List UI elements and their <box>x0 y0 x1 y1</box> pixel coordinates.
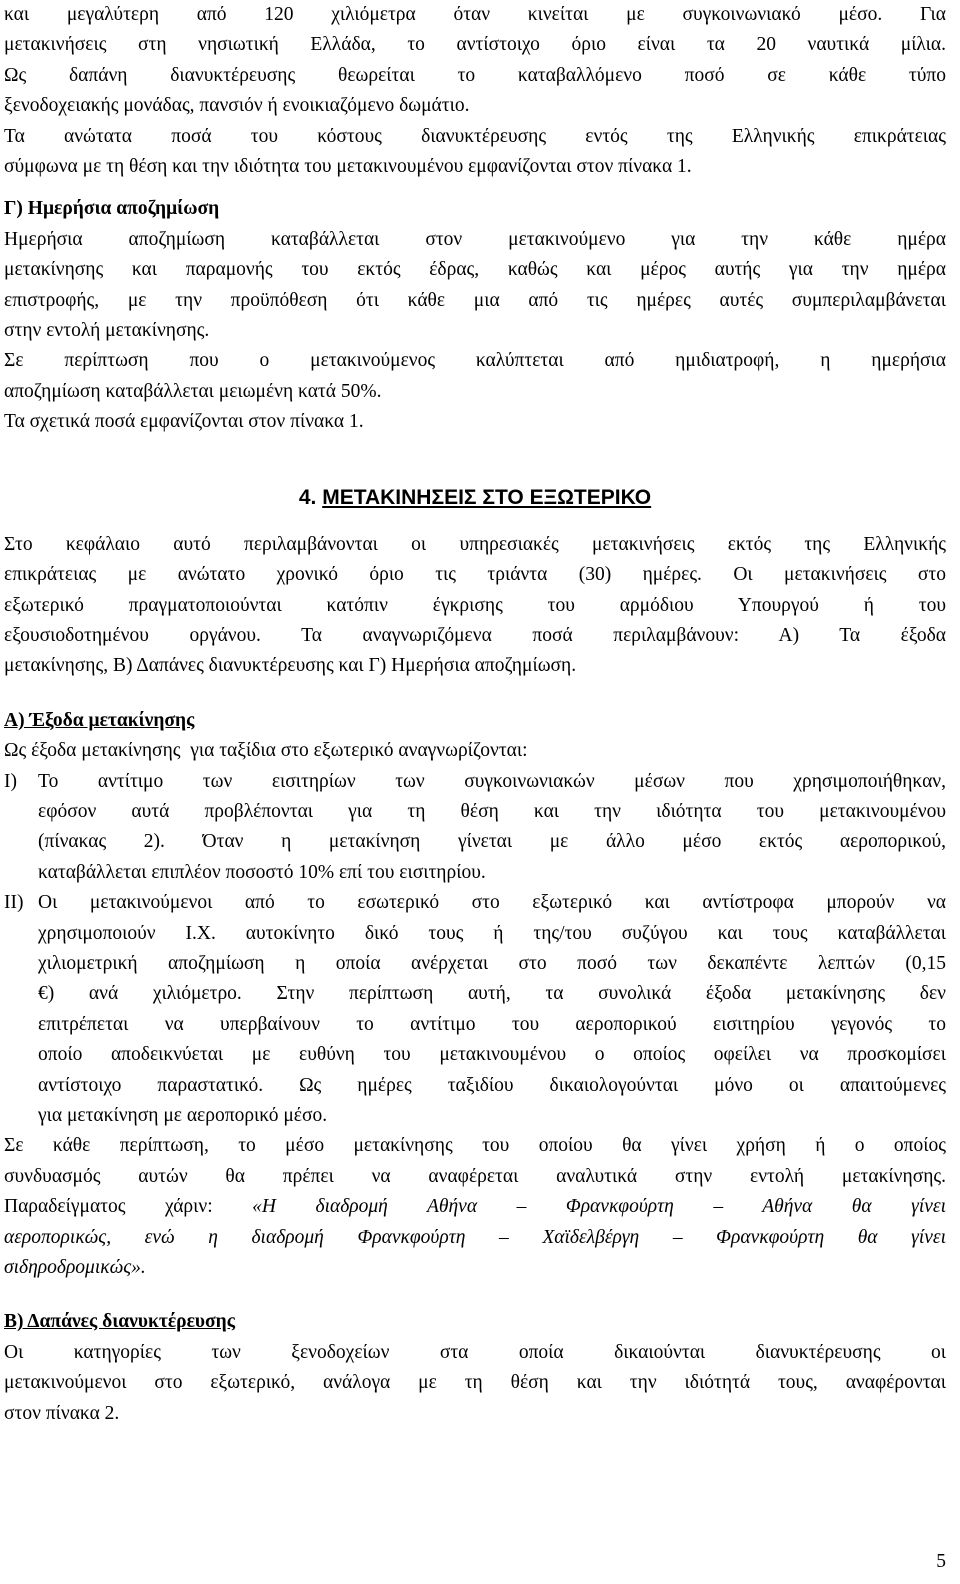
chapter-number: 4. <box>298 485 317 509</box>
text-line: (πίνακας 2). Όταν η μετακίνηση γίνεται με άλλο μέσο εκτός αεροπορικού, <box>38 831 946 853</box>
page-number: 5 <box>936 1551 946 1572</box>
text-line: μετακίνησης, Β) Δαπάνες διανυκτέρευσης και Γ) Ημερήσια αποζημίωση. <box>4 655 577 677</box>
text-line: Στο κεφάλαιο αυτό περιλαμβάνονται οι υπηρεσιακές μετακινήσεις εκτός της Ελληνικής <box>4 533 946 555</box>
list-item <box>4 767 946 889</box>
section-accommodation-expenses <box>4 1307 946 1429</box>
chapter-title <box>4 482 946 514</box>
text-line: επικράτειας με ανώτατο χρονικό όριο τις τριάντα (30) ημέρες. Οι μετακινήσεις στο <box>4 564 946 586</box>
text-line: Ημερήσια αποζημίωση καταβάλλεται στον μετακινούμενο για την κάθε ημέρα <box>4 228 946 250</box>
text-line: καταβάλλεται επιπλέον ποσοστό 10% επί του εισιτηρίου. <box>38 861 486 883</box>
example-line <box>4 1192 946 1222</box>
text-line: Σε κάθε περίπτωση, το μέσο μετακίνησης του οποίου θα γίνει χρήση ή ο οποίος <box>4 1135 946 1157</box>
text-line: συνδυασμός αυτών θα πρέπει να αναφέρεται αναλυτικά στην εντολή μετακίνησης. <box>4 1165 946 1187</box>
intro-paragraph <box>4 0 946 182</box>
example-quote: «Η διαδρομή Αθήνα – Φρανκφούρτη – Αθήνα θα γίνει <box>252 1196 946 1218</box>
example-line: αεροπορικώς, ενώ η διαδρομή Φρανκφούρτη – Χαϊδελβέργη – Φρανκφούρτη θα γίνει <box>4 1226 946 1248</box>
document-page <box>4 0 946 1429</box>
text-line: εξωτερικό πραγματοποιούνται κατόπιν έγκρισης του αρμόδιου Υπουργού ή του <box>4 594 946 616</box>
text-line: χιλιομετρική αποζημίωση η οποία ανέρχεται στο ποσό των δεκαπέντε λεπτών (0,15 <box>38 952 946 974</box>
text-line: μετακίνησης και παραμονής του εκτός έδρας, καθώς και μέρος αυτής για την ημέρα <box>4 259 946 281</box>
section-heading: Β) Δαπάνες διανυκτέρευσης <box>4 1311 235 1333</box>
text-line: αντίστοιχο παραστατικό. Ως ημέρες ταξιδίου δικαιολογούνται μόνο οι απαιτούμενες <box>38 1074 946 1096</box>
text-line: στον πίνακα 2. <box>4 1402 120 1424</box>
section-heading: Α) Έξοδα μετακίνησης <box>4 709 195 731</box>
text-line: σύμφωνα με τη θέση και την ιδιότητα του μετακινουμένου εμφανίζονται στον πίνακα 1. <box>4 156 692 178</box>
section-daily-allowance <box>4 194 946 437</box>
example-prefix: Παραδείγματος χάριν: <box>4 1196 253 1218</box>
text-line: αποζημίωση καταβάλλεται μειωμένη κατά 50%. <box>4 380 382 402</box>
list-item-marker: Ι) <box>4 770 17 792</box>
chapter-title-text: ΜΕΤΑΚΙΝΗΣΕΙΣ ΣΤΟ ΕΞΩΤΕΡΙΚΟ <box>322 485 652 509</box>
text-line: εξουσιοδοτημένου οργάνου. Τα αναγνωριζόμενα ποσά περιλαμβάνουν: Α) Τα έξοδα <box>4 624 946 646</box>
text-line: επιστροφής, με την προϋπόθεση ότι κάθε μια από τις ημέρες αυτές συμπεριλαμβάνεται <box>4 289 946 311</box>
text-line: εφόσον αυτά προβλέπονται για τη θέση και την ιδιότητα του μετακινουμένου <box>38 800 946 822</box>
text-line: μετακινούμενοι στο εξωτερικό, ανάλογα με τη θέση και την ιδιότητά τους, αναφέρονται <box>4 1372 946 1394</box>
text-line: €) ανά χιλιόμετρο. Στην περίπτωση αυτή, τα συνολικά έξοδα μετακίνησης δεν <box>38 983 946 1005</box>
text-line: για μετακίνηση με αεροπορικό μέσο. <box>38 1105 328 1126</box>
text-line: Ως έξοδα μετακίνησης για ταξίδια στο εξωτερικό αναγνωρίζονται: <box>4 740 528 762</box>
text-line: μετακινήσεις στη νησιωτική Ελλάδα, το αντίστοιχο όριο είναι τα 20 ναυτικά μίλια. <box>4 34 946 56</box>
text-line: Ως δαπάνη διανυκτέρευσης θεωρείται το καταβαλλόμενο ποσό σε κάθε τύπο <box>4 64 946 86</box>
text-line: Το αντίτιμο των εισιτηρίων των συγκοινωνιακών μέσων που χρησιμοποιήθηκαν, <box>38 770 946 792</box>
text-line: Σε περίπτωση που ο μετακινούμενος καλύπτεται από ημιδιατροφή, η ημερήσια <box>4 350 946 372</box>
list-item-marker: ΙΙ) <box>4 892 24 914</box>
list-item <box>4 888 946 1131</box>
text-line: χρησιμοποιούν Ι.Χ. αυτοκίνητο δικό τους ή της/του συζύγου και τους καταβάλλεται <box>38 922 946 944</box>
example-line: σιδηροδρομικώς». <box>4 1257 146 1279</box>
text-line: ξενοδοχειακής μονάδας, πανσιόν ή ενοικιαζόμενο δωμάτιο. <box>4 95 470 117</box>
chapter-intro-paragraph <box>4 530 946 682</box>
text-line: στην εντολή μετακίνησης. <box>4 320 210 342</box>
text-line: οποίο αποδεικνύεται με ευθύνη του μετακινουμένου ο οποίος οφείλει να προσκομίσει <box>38 1044 946 1066</box>
text-line: επιτρέπεται να υπερβαίνουν το αντίτιμο του αεροπορικού εισιτηρίου γεγονός το <box>38 1013 946 1035</box>
section-travel-expenses <box>4 706 946 1284</box>
text-line: Οι κατηγορίες των ξενοδοχείων στα οποία δικαιούνται διανυκτέρευσης οι <box>4 1341 946 1363</box>
text-line: Τα ανώτατα ποσά του κόστους διανυκτέρευσης εντός της Ελληνικής επικράτειας <box>4 125 946 147</box>
text-line: και μεγαλύτερη από 120 χιλιόμετρα όταν κινείται με συγκοινωνιακό μέσο. Για <box>4 4 946 25</box>
text-line: Τα σχετικά ποσά εμφανίζονται στον πίνακα 1. <box>4 411 364 433</box>
text-line: Οι μετακινούμενοι από το εσωτερικό στο εξωτερικό και αντίστροφα μπορούν να <box>38 892 946 914</box>
section-heading: Γ) Ημερήσια αποζημίωση <box>4 198 220 220</box>
